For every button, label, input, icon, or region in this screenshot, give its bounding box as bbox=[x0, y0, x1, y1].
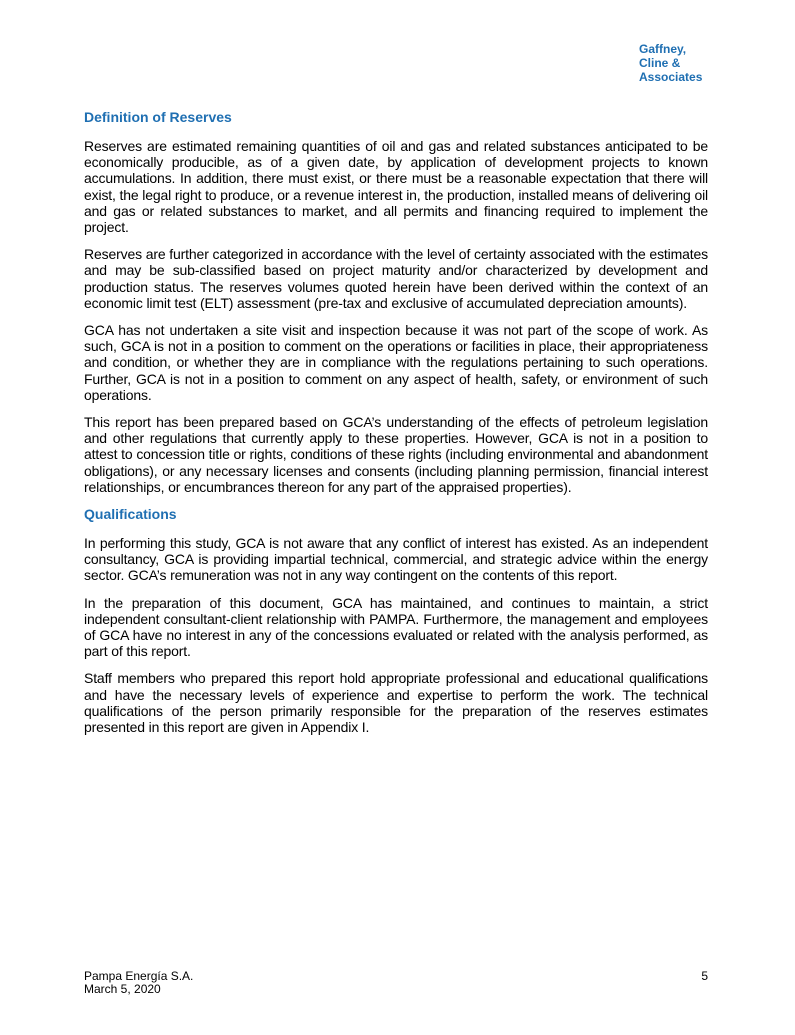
document-body bbox=[84, 108, 708, 746]
paragraph: In the preparation of this document, GCA has maintained, and continues to maintain, a strict independent consultant-client relationship with PAMPA. Furthermore, the management and employees of GCA have no interest in any of the concessions evaluated or related with the analysis performed, as part of this report. bbox=[84, 594, 708, 660]
paragraph: Reserves are estimated remaining quantities of oil and gas and related substances anticipated to be economically producible, as of a given date, by application of development projects to known accumulations. In addition, there must exist, or there must be a reasonable expectation that there will exist, the legal right to produce, or a revenue interest in, the production, installed means of delivering oil and gas or related substances to market, and all permits and financing required to implement the project. bbox=[84, 138, 708, 236]
logo-line-2: Cline & bbox=[639, 56, 681, 70]
footer-company: Pampa Energía S.A. bbox=[84, 969, 194, 983]
page-number: 5 bbox=[701, 969, 708, 983]
paragraph: In performing this study, GCA is not aware that any conflict of interest has existed. As an independent consultancy, GCA is providing impartial technical, commercial, and strategic advice within the energy sector. GCA’s remuneration was not in any way contingent on the contents of this report. bbox=[84, 535, 708, 584]
logo-line-3: Associates bbox=[639, 70, 703, 84]
section-heading-definition: Definition of Reserves bbox=[84, 109, 232, 125]
paragraph: This report has been prepared based on GCA’s understanding of the effects of petroleum legislation and other regulations that currently apply to these properties. However, GCA is not in a position to attest to concession title or rights, conditions of these rights (including environmental and abandonment obligations), or any necessary licenses and consents (including planning permission, financial interest relationships, or encumbrances thereon for any part of the appraised properties). bbox=[84, 414, 708, 495]
section-heading-qualifications: Qualifications bbox=[84, 506, 177, 523]
company-logo bbox=[639, 42, 719, 84]
paragraph: GCA has not undertaken a site visit and inspection because it was not part of the scope of work. As such, GCA is not in a position to comment on the operations or facilities in place, their appropriateness and condition, or whether they are in compliance with the regulations pertaining to such operations. Further, GCA is not in a position to comment on any aspect of health, safety, or environment of such operations. bbox=[84, 322, 708, 403]
page-footer bbox=[84, 970, 708, 996]
paragraph: Staff members who prepared this report hold appropriate professional and educational qualifications and have the necessary levels of experience and expertise to perform the work. The technical qualifications of the person primarily responsible for the preparation of the reserves estimates presented in this report are given in Appendix I. bbox=[84, 670, 708, 736]
footer-info bbox=[84, 970, 708, 996]
paragraph: Reserves are further categorized in accordance with the level of certainty associated with the estimates and may be sub-classified based on project maturity and/or characterized by development and production status. The reserves volumes quoted herein have been derived within the context of an economic limit test (ELT) assessment (pre-tax and exclusive of accumulated depreciation amounts). bbox=[84, 246, 708, 311]
logo-line-1: Gaffney, bbox=[639, 42, 687, 56]
footer-date: March 5, 2020 bbox=[84, 982, 161, 996]
